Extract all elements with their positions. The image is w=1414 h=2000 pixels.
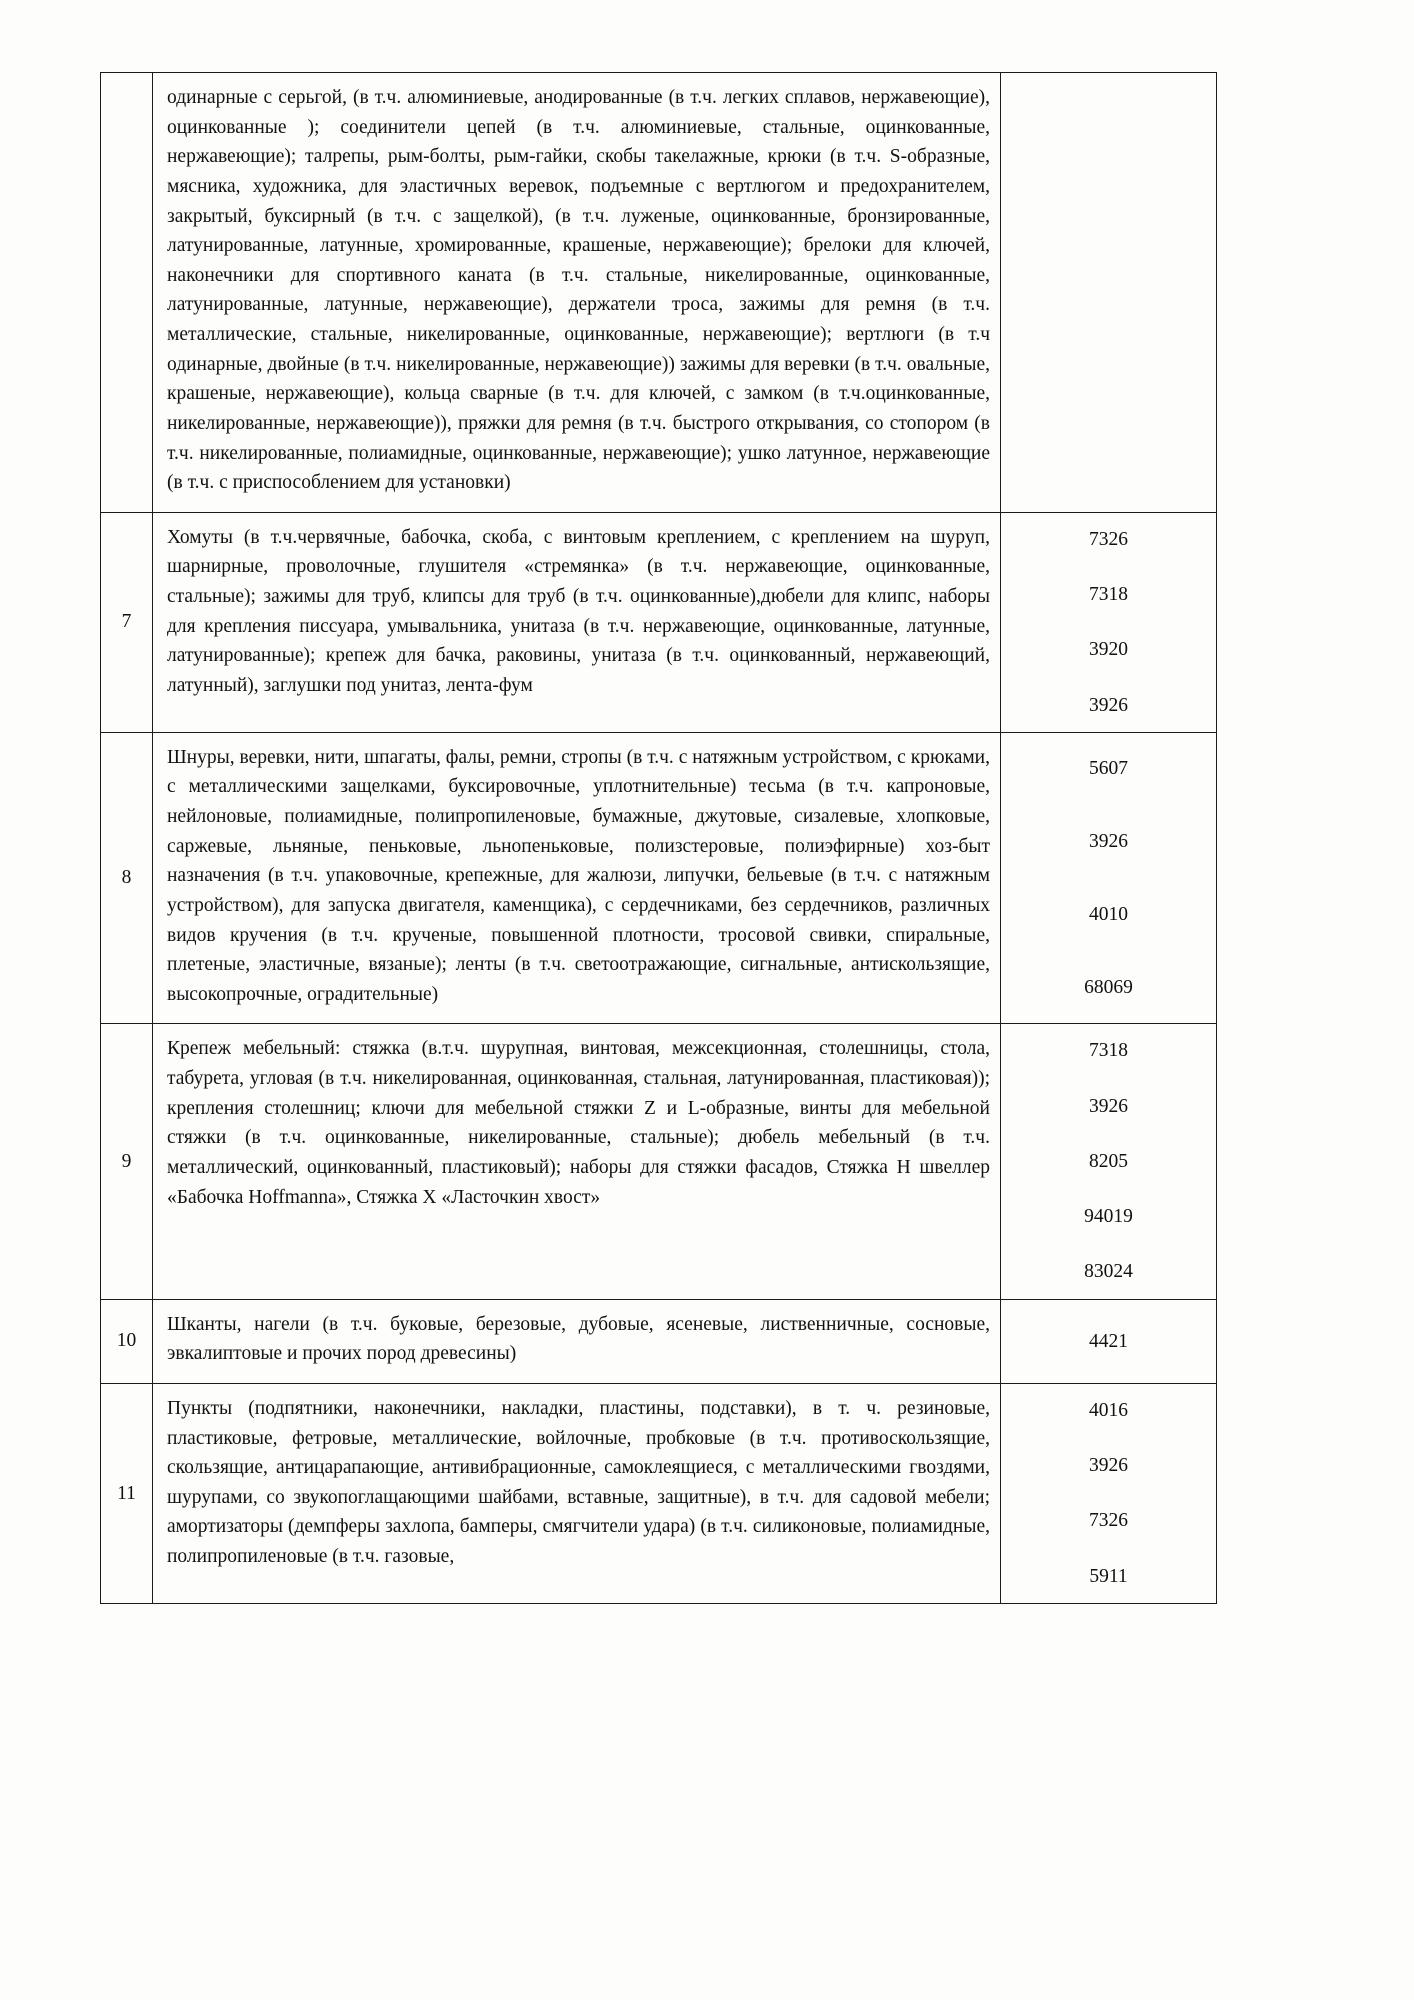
classification-table: [100, 72, 1217, 1604]
row-codes: [1001, 1383, 1217, 1603]
code-value: 3926: [1089, 1095, 1128, 1117]
table-row: [101, 1299, 1217, 1383]
row-description-text: Пункты (подпятники, наконечники, накладки, пластины, подставки), в т. ч. резиновые, пластиковые, фетровые, металлические, войлочные, пробковые (в т.ч. противоскользящие, скользящие, антицарапающие, антивибрационные, самоклеящиеся, с металлическими гвоздями, шурупами, со звукопоглащающими шайбами, вставные, защитные), в т.ч. для садовой мебели; амортизаторы (демпферы захлопа, бамперы, смягчители удара) (в т.ч. силиконовые, полиамидные, полипропиленовые (в т.ч. газовые,: [167, 1397, 990, 1567]
row-description-text: Хомуты (в т.ч.червячные, бабочка, скоба, с винтовым креплением, с креплением на шуруп, шарнирные, проволочные, глушителя «стремянка» (в т.ч. нержавеющие, оцинкованные, стальные); зажимы для труб, клипсы для труб (в т.ч. оцинкованные),дюбели для клипс, наборы для крепления писсуара, умывальника, унитаза (в т.ч. нержавеющие, оцинкованные, латунные, латунированные); крепеж для бачка, раковины, унитаза (в т.ч. оцинкованный, нержавеющий, латунный), заглушки под унитаз, лента-фум: [167, 526, 990, 696]
code-value: 5607: [1089, 757, 1128, 779]
row-description-text: Шканты, нагели (в т.ч. буковые, березовые, дубовые, ясеневые, лиственничные, сосновые, эвкалиптовые и прочих пород древесины): [167, 1313, 990, 1365]
row-number: 11: [101, 1383, 153, 1603]
code-value: 3926: [1089, 830, 1128, 852]
row-codes: [1001, 732, 1217, 1024]
code-value: 83024: [1084, 1261, 1133, 1283]
row-number: 8: [101, 732, 153, 1024]
row-description: [153, 732, 1001, 1024]
row-number: 7: [101, 512, 153, 732]
row-description: [153, 1299, 1001, 1383]
table-row: [101, 1024, 1217, 1299]
code-value: 4016: [1089, 1399, 1128, 1421]
code-value: 7326: [1089, 528, 1128, 550]
code-value: 4010: [1089, 904, 1128, 926]
row-description-text: Шнуры, веревки, нити, шпагаты, фалы, ремни, стропы (в т.ч. с натяжным устройством, с крюками, с металлическими защелками, буксировочные, уплотнительные) тесьма (в т.ч. капроновые, нейлоновые, полиамидные, полипропиленовые, бумажные, джутовые, сизалевые, хлопковые, саржевые, льняные, пеньковые, льнопеньковые, полизстеровые, полиэфирные) хоз-быт назначения (в т.ч. упаковочные, крепежные, для жалюзи, липучки, бельевые (в т.ч. с натяжным устройством), для запуска двигателя, каменщика), с сердечниками, без сердечников, различных видов кручения (в т.ч. крученые, повышенной плотности, тросовой свивки, спиральные, плетеные, эластичные, вязаные); ленты (в т.ч. светоотражающие, сигнальные, антискользящие, высокопрочные, оградительные): [167, 746, 990, 1005]
row-number: 9: [101, 1024, 153, 1299]
row-codes: [1001, 73, 1217, 513]
code-value: 3920: [1089, 639, 1128, 661]
row-codes: [1001, 512, 1217, 732]
row-description: [153, 512, 1001, 732]
code-value: 3926: [1089, 1455, 1128, 1477]
code-value: 4421: [1089, 1330, 1128, 1352]
code-value: 68069: [1084, 977, 1133, 999]
row-codes: [1001, 1024, 1217, 1299]
table-row: [101, 1383, 1217, 1603]
code-value: 7326: [1089, 1510, 1128, 1532]
table-row: [101, 73, 1217, 513]
row-number: [101, 73, 153, 513]
code-value: 5911: [1089, 1565, 1128, 1587]
row-description: [153, 73, 1001, 513]
row-description-text: Крепеж мебельный: стяжка (в.т.ч. шурупная, винтовая, межсекционная, столешницы, стола, табурета, угловая (в т.ч. никелированная, оцинкованная, стальная, латунированная, пластиковая)); крепления столешниц; ключи для мебельной стяжки Z и L-образные, винты для мебельной стяжки (в т.ч. оцинкованные, никелированные, стальные); дюбель мебельный (в т.ч. металлический, оцинкованный, пластиковый); наборы для стяжки фасадов, Стяжка Н швеллер «Бабочка Hoffmanna», Стяжка Х «Ласточкин хвост»: [167, 1038, 990, 1208]
table-row: [101, 732, 1217, 1024]
row-codes: [1001, 1299, 1217, 1383]
code-value: 94019: [1084, 1206, 1133, 1228]
code-value: 8205: [1089, 1150, 1128, 1172]
row-description-text: одинарные с серьгой, (в т.ч. алюминиевые, анодированные (в т.ч. легких сплавов, нержавеющие), оцинкованные ); соединители цепей (в т.ч. алюминиевые, стальные, оцинкованные, нержавеющие); талрепы, рым-болты, рым-гайки, скобы такелажные, крюки (в т.ч. S-образные, мясника, художника, для эластичных веревок, подъемные с вертлюгом и предохранителем, закрытый, буксирный (в т.ч. с защелкой), (в т.ч. луженые, оцинкованные, бронзированные, латунированные, латунные, хромированные, крашеные, нержавеющие); брелоки для ключей, наконечники для спортивного каната (в т.ч. стальные, никелированные, оцинкованные, латунированные, латунные, нержавеющие), держатели троса, зажимы для ремня (в т.ч. металлические, стальные, никелированные, оцинкованные, нержавеющие); вертлюги (в т.ч одинарные, двойные (в т.ч. никелированные, нержавеющие)) зажимы для веревки (в т.ч. овальные, крашеные, нержавеющие), кольца сварные (в т.ч. для ключей, с замком (в т.ч.оцинкованные, никелированные, нержавеющие)), пряжки для ремня (в т.ч. быстрого открывания, со стопором (в т.ч. никелированные, полиамидные, оцинкованные, нержавеющие); ушко латунное, нержавеющие (в т.ч. с приспособлением для установки): [167, 87, 990, 494]
table-row: [101, 512, 1217, 732]
code-value: 3926: [1089, 694, 1128, 716]
code-value: 7318: [1089, 1040, 1128, 1062]
row-number: 10: [101, 1299, 153, 1383]
row-description: [153, 1383, 1001, 1603]
row-description: [153, 1024, 1001, 1299]
code-value: 7318: [1089, 584, 1128, 605]
